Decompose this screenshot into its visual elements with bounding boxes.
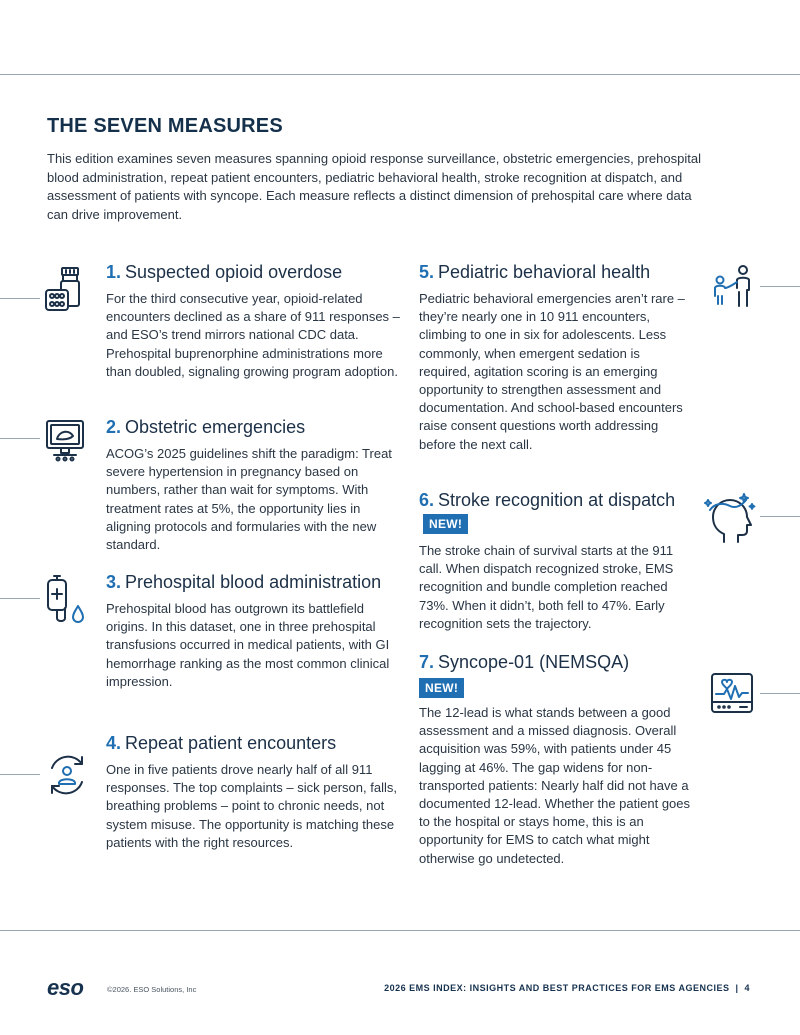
measure-number: 3. [106,572,122,592]
top-divider [0,74,800,75]
measure-body: One in five patients drove nearly half of all 911 responses. The top complaints – sick person, falls, breathing problems – point to chronic needs, not system misuse. The opportunity is matching these patients with the right resources. [106,762,397,850]
head-stroke-icon [704,490,760,546]
measure-2 [106,415,402,554]
measure-number: 5. [419,262,435,282]
measure-5 [419,260,699,454]
connector-line [0,298,40,299]
measure-number: 4. [106,733,122,753]
measure-3 [106,570,402,691]
connector-line [0,774,40,775]
new-badge: NEW! [423,514,468,534]
report-title-page-number: 2026 EMS INDEX: INSIGHTS AND BEST PRACTICES FOR EMS AGENCIES | 4 [384,983,750,993]
measure-1 [106,260,402,381]
measure-title-text: Suspected opioid overdose [125,262,343,282]
measure-body: For the third consecutive year, opioid-related encounters declined as a share of 911 responses – and ESO’s trend mirrors national CDC data. Prehospital buprenorphine administrations more than doubled, signaling growing program adoption. [106,291,400,379]
connector-line [0,438,40,439]
eso-logo: eso [47,975,84,1000]
measure-title-text: Pediatric behavioral health [438,262,651,282]
measure-title-text: Stroke recognition at dispatch [438,490,676,510]
measure-title [106,415,402,439]
measure-7 [419,650,699,868]
repeat-patient-icon [44,752,90,798]
blood-bag-icon [44,574,92,624]
copyright-text: ©2026. ESO Solutions, Inc [107,985,197,994]
measure-6 [419,488,699,633]
measure-title [419,488,699,536]
measure-title [106,731,402,755]
measure-number: 2. [106,417,122,437]
measure-title [106,260,402,284]
measure-title [419,260,699,284]
measure-body: The 12-lead is what stands between a good assessment and a missed diagnosis. Overall acquisition was 59%, with patients under 45 lagging at 46%. The gap widens for non-transported patients: Nearly half did not have a documented 12-lead. Whether the patient goes to the hospital or stays home, this is an opportunity for EMS to catch what might otherwise go undetected. [419,705,691,866]
connector-line [0,598,40,599]
measure-body: ACOG’s 2025 guidelines shift the paradigm: Treat severe hypertension in pregnancy based on numbers, rather than wait for symptoms. With treatment rates at 5%, the opportunity lies in aligning protocols and formularies with the new standard. [106,446,392,553]
bottom-divider [0,930,800,931]
measure-4 [106,731,402,852]
pill-bottle-icon [44,266,84,314]
measure-body: Prehospital blood has outgrown its battlefield origins. In this dataset, one in three prehospital transfusions occurred in medical patients, with GI hemorrhage ranking as the most common clinical impression. [106,601,390,689]
ultrasound-monitor-icon [44,418,88,462]
measure-number: 6. [419,490,435,510]
measure-title-text: Syncope-01 (NEMSQA) [438,652,630,672]
measure-title-text: Repeat patient encounters [125,733,337,753]
parent-child-icon [710,264,756,310]
measure-body: The stroke chain of survival starts at the 911 call. When dispatch recognized stroke, EMS recognition and bundle completion reached 73%. When it didn’t, both fell to 47%. Early recognition sets the trajectory. [419,543,674,631]
measure-title-text: Prehospital blood administration [125,572,382,592]
measure-number: 7. [419,652,435,672]
connector-line [760,286,800,287]
intro-paragraph: This edition examines seven measures spanning opioid response surveillance, obstetric emergencies, prehospital blood administration, repeat patient encounters, pediatric behavioral health, stroke recognition at dispatch, and assessment of patients with syncope. Each measure reflects a distinct dimension of prehospital care where data can drive improvement. [47,151,701,222]
measure-number: 1. [106,262,122,282]
measure-title-text: Obstetric emergencies [125,417,306,437]
connector-line [760,693,800,694]
connector-line [760,516,800,517]
page-title: THE SEVEN MEASURES [47,115,283,137]
heart-monitor-icon [710,672,756,716]
new-badge: NEW! [419,678,464,698]
measure-body: Pediatric behavioral emergencies aren’t rare – they’re nearly one in 10 911 encounters, climbing to one in six for adolescents. Less commonly, when emergent sedation is required, agitation scoring is an emerging opportunity to strengthen assessment and documentation. And school-based encounters raise consent questions worth addressing before the next call. [419,291,685,452]
measure-title [106,570,402,594]
measure-title [419,650,699,698]
